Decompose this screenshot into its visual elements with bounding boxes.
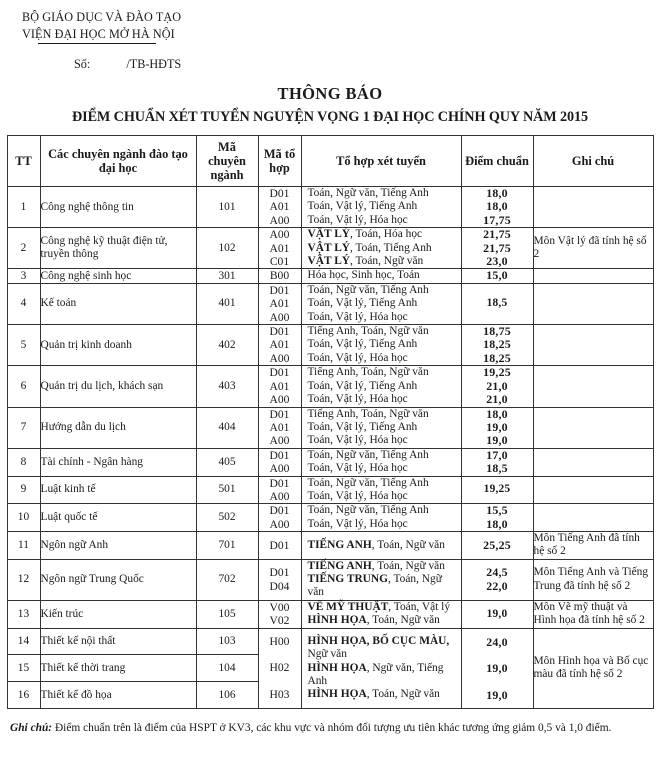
group-code-entry: H00 [269,634,290,648]
combination-entry: Toán, Ngữ văn, Tiếng Anh [307,283,429,296]
cell-group-code [258,187,301,228]
table-row [7,228,653,269]
table-row [7,187,653,228]
group-code-entry: D01 [269,366,290,380]
score-entry: 21,75 [483,240,511,255]
cell-note: Môn Vật lý đã tính hệ số 2 [533,228,653,269]
cell-program-name: Luật kinh tế [40,476,196,504]
score-entry: 19,0 [486,419,508,434]
table-row [7,628,653,655]
score-entry: 18,25 [483,350,511,365]
cell-combination [301,228,461,269]
cell-score [461,407,533,448]
group-code-entry: D01 [269,448,290,462]
cell-tt: 2 [7,228,40,269]
score-entry: 18,0 [486,199,508,214]
group-code-entry: A01 [269,338,290,352]
table-row [7,269,653,283]
table-header [7,136,653,187]
cell-group-code [258,448,301,476]
score-entry: 21,0 [486,392,508,407]
group-code-entry: A00 [269,310,290,324]
cell-combination [301,532,461,559]
cell-group-code [258,283,301,324]
group-code-entry: A00 [269,228,290,242]
score-entry: 22,0 [486,578,508,593]
cell-group-code [258,269,301,283]
combination-entry: Toán, Vật lý, Tiếng Anh [307,420,418,433]
col-header-combination: Tổ hợp xét tuyển [301,136,461,187]
combination-entry: Toán, Vật lý, Hóa học [307,351,408,364]
score-entry: 19,0 [486,661,508,676]
cell-note [533,407,653,448]
combination-entry: TIẾNG ANH, Toán, Ngữ văn [307,538,445,551]
combination-entry: TIẾNG TRUNG, Toán, Ngữ văn [307,572,442,599]
cell-group-code [258,600,301,628]
cell-group-code [258,504,301,532]
cell-score [461,228,533,269]
score-entry: 24,0 [486,634,508,649]
cell-note [533,448,653,476]
cell-major-code: 301 [196,269,258,283]
cell-group-code [258,366,301,407]
group-code-entry: C01 [269,255,290,269]
cell-program-name: Quản trị kinh doanh [40,325,196,366]
group-code-entry: A00 [269,351,290,365]
cell-group-code [258,228,301,269]
cell-note [533,269,653,283]
combination-entry: Toán, Vật lý, Tiếng Anh [307,200,418,213]
group-code-entry: A01 [269,297,290,311]
cell-group-code [258,325,301,366]
cell-tt: 4 [7,283,40,324]
score-entry: 23,0 [486,254,508,269]
cell-score [461,325,533,366]
group-code-entry: A00 [269,489,290,503]
cell-note: Môn Tiếng Anh đã tính hệ số 2 [533,532,653,559]
cell-program-name: Công nghệ kỹ thuật điện tử, truyền thông [40,228,196,269]
cell-score [461,559,533,600]
combination-entry: Hóa học, Sinh học, Toán [307,269,420,282]
cell-major-code: 501 [196,476,258,504]
combination-entry: VẬT LÝ, Toán, Tiếng Anh [307,241,432,254]
combination-entry: Toán, Ngữ văn, Tiếng Anh [307,476,429,489]
combination-entry: Toán, Vật lý, Hóa học [307,517,408,530]
cell-major-code: 702 [196,559,258,600]
group-code-entry: A00 [269,517,290,531]
group-code-entry: D04 [269,579,290,593]
cell-combination [301,187,461,228]
cell-major-code: 102 [196,228,258,269]
cell-major-code: 401 [196,283,258,324]
group-code-entry: A00 [269,393,290,407]
group-code-entry: D01 [269,325,290,339]
group-code-entry: H02 [269,661,290,675]
table-row [7,476,653,504]
cell-score [461,504,533,532]
table-row [7,600,653,628]
combination-entry: VẼ MỸ THUẬT, Toán, Vật lý [307,600,451,613]
score-entry: 18,0 [486,406,508,421]
score-entry: 18,25 [483,337,511,352]
combination-entry: Toán, Ngữ văn, Tiếng Anh [307,504,429,517]
group-code-entry: D01 [269,476,290,490]
combination-entry: HÌNH HỌA, Ngữ văn, Tiếng Anh [307,661,444,688]
cell-combination [301,283,461,324]
cell-group-code [258,532,301,559]
score-entry: 19,25 [483,365,511,380]
cell-program-name: Ngôn ngữ Trung Quốc [40,559,196,600]
combination-entry: HÌNH HỌA, Toán, Ngữ văn [307,614,440,627]
combination-entry: Toán, Vật lý, Tiếng Anh [307,297,418,310]
combination-entry: Toán, Vật lý, Hóa học [307,393,408,406]
letterhead [0,0,660,72]
group-code-entry: D01 [269,283,290,297]
cell-major-code: 502 [196,504,258,532]
document-number [74,57,660,72]
col-header-score: Điểm chuẩn [461,136,533,187]
score-entry: 19,0 [486,687,508,702]
score-entry: 19,0 [486,433,508,448]
institution-name-wrap [22,26,175,44]
col-header-name: Các chuyên ngành đào tạo đại học [40,136,196,187]
admission-score-table [7,135,654,709]
cell-program-name: Hướng dẫn du lịch [40,407,196,448]
combination-entry: Tiếng Anh, Toán, Ngữ văn [307,366,429,379]
score-entry: 18,0 [486,186,508,200]
cell-program-name: Ngôn ngữ Anh [40,532,196,559]
cell-score [461,269,533,283]
combination-entry: Tiếng Anh, Toán, Ngữ văn [307,407,429,420]
cell-tt: 3 [7,269,40,283]
cell-program-name: Kế toán [40,283,196,324]
cell-combination [301,269,461,283]
combination-entry: Toán, Vật lý, Hóa học [307,310,408,323]
ministry-name: BỘ GIÁO DỤC VÀ ĐÀO TẠO [22,10,182,24]
cell-combination [301,504,461,532]
combination-entry: HÌNH HỌA, Toán, Ngữ văn [307,688,440,701]
score-entry: 15,5 [486,503,508,518]
cell-program-name: Thiết kế đồ họa [40,682,196,709]
group-code-entry: A00 [269,462,290,476]
cell-combination [301,628,461,709]
combination-entry: Toán, Ngữ văn, Tiếng Anh [307,187,429,199]
group-code-entry: D01 [269,504,290,518]
cell-combination [301,325,461,366]
group-code-entry: D01 [269,407,290,421]
cell-program-name: Kiến trúc [40,600,196,628]
group-code-entry: A01 [269,420,290,434]
score-entry: 17,75 [483,212,511,227]
cell-major-code: 701 [196,532,258,559]
score-entry: 21,75 [483,227,511,242]
combination-entry: Toán, Vật lý, Hóa học [307,462,408,475]
cell-group-code [258,407,301,448]
combination-entry: TIẾNG ANH, Toán, Ngữ văn [307,559,445,572]
combination-entry: Toán, Vật lý, Hóa học [307,489,408,502]
table-row [7,504,653,532]
cell-score: 19,25 [461,476,533,504]
cell-program-name: Tài chính - Ngân hàng [40,448,196,476]
group-code-entry: V00 [269,600,290,614]
score-entry: 18,0 [486,516,508,531]
cell-tt: 12 [7,559,40,600]
col-header-tt: TT [7,136,40,187]
cell-group-code [258,628,301,709]
group-code-entry: D01 [269,187,290,200]
col-header-note: Ghi chú [533,136,653,187]
table-body [7,187,653,709]
cell-tt: 5 [7,325,40,366]
cell-note: Môn Hình họa và Bố cục màu đã tính hệ số 2 [533,628,653,709]
cell-tt: 14 [7,628,40,655]
combination-entry: VẬT LÝ, Toán, Ngữ văn [307,255,424,268]
cell-score [461,628,533,709]
combination-entry: VẬT LÝ, Toán, Hóa học [307,228,423,241]
cell-tt: 10 [7,504,40,532]
cell-score: 19,0 [461,600,533,628]
cell-combination [301,448,461,476]
score-entry: 21,0 [486,378,508,393]
group-code-entry: H03 [269,687,290,701]
table-row [7,559,653,600]
institution-underline [38,43,156,44]
table-row [7,325,653,366]
cell-group-code [258,559,301,600]
cell-note [533,366,653,407]
combination-entry: Toán, Vật lý, Tiếng Anh [307,379,418,392]
group-code-entry: A00 [269,434,290,448]
group-code-entry: D01 [269,538,290,552]
cell-combination [301,600,461,628]
cell-note [533,476,653,504]
cell-group-code [258,476,301,504]
table-row [7,448,653,476]
cell-combination [301,559,461,600]
institution-name: VIỆN ĐẠI HỌC MỞ HÀ NỘI [22,27,175,41]
group-code-entry: D01 [269,566,290,580]
col-header-group-code: Mã tổ hợp [258,136,301,187]
cell-major-code: 104 [196,655,258,682]
cell-combination [301,366,461,407]
cell-tt: 6 [7,366,40,407]
group-code-entry: A01 [269,200,290,214]
combination-entry: Tiếng Anh, Toán, Ngữ văn [307,325,429,338]
combination-entry: HÌNH HỌA, BỐ CỤC MÀU, Ngữ văn [307,634,450,661]
footnote-text: Điểm chuẩn trên là điểm của HSPT ở KV3, các khu vực và nhóm đối tượng ưu tiên khác tương ứng giảm 0,5 và 1,0 điểm. [54,722,612,735]
cell-major-code: 402 [196,325,258,366]
table-header-row [7,136,653,187]
table-row [7,366,653,407]
cell-tt: 16 [7,682,40,709]
cell-note: Môn Vẽ mỹ thuật và Hình họa đã tính hệ số 2 [533,600,653,628]
cell-tt: 9 [7,476,40,504]
group-code-entry: B00 [269,269,290,283]
col-header-major-code: Mã chuyên ngành [196,136,258,187]
score-entry: 18,75 [483,324,511,339]
cell-score [461,532,533,559]
score-entry: 25,25 [483,537,511,552]
cell-note [533,187,653,228]
group-code-entry: A01 [269,379,290,393]
cell-major-code: 106 [196,682,258,709]
combination-entry: Toán, Vật lý, Tiếng Anh [307,338,418,351]
cell-program-name: Công nghệ sinh học [40,269,196,283]
group-code-entry: A00 [269,213,290,227]
document-number-value: /TB-HĐTS [126,57,182,71]
cell-major-code: 403 [196,366,258,407]
cell-tt: 8 [7,448,40,476]
cell-program-name: Luật quốc tế [40,504,196,532]
page-subtitle: ĐIỂM CHUẨN XÉT TUYỂN NGUYỆN VỌNG 1 ĐẠI HỌC CHÍNH QUY NĂM 2015 [72,109,588,125]
cell-note [533,283,653,324]
cell-combination [301,407,461,448]
table-row [7,407,653,448]
score-entry: 15,0 [486,268,508,283]
document-number-label: Số: [74,57,91,71]
cell-score [461,366,533,407]
footnote [10,721,660,735]
page-title: THÔNG BÁO [277,84,383,103]
cell-tt: 1 [7,187,40,228]
footnote-label: Ghi chú: [10,722,53,735]
cell-note [533,504,653,532]
cell-note: Môn Tiếng Anh và Tiếng Trung đã tính hệ số 2 [533,559,653,600]
group-code-entry: V02 [269,614,290,628]
cell-tt: 15 [7,655,40,682]
cell-program-name: Công nghệ thông tin [40,187,196,228]
cell-tt: 13 [7,600,40,628]
combination-entry: Toán, Ngữ văn, Tiếng Anh [307,448,429,461]
cell-major-code: 105 [196,600,258,628]
cell-combination [301,476,461,504]
table-row [7,532,653,559]
cell-note [533,325,653,366]
group-code-entry: A01 [269,241,290,255]
cell-tt: 11 [7,532,40,559]
combination-entry: Toán, Vật lý, Hóa học [307,213,408,226]
cell-score [461,187,533,228]
cell-program-name: Thiết kế thời trang [40,655,196,682]
cell-major-code: 404 [196,407,258,448]
score-entry: 24,5 [486,565,508,580]
score-entry: 17,0 [486,447,508,462]
score-entry: 18,5 [486,461,508,476]
combination-entry: Toán, Vật lý, Hóa học [307,434,408,447]
cell-score: 18,5 [461,283,533,324]
cell-major-code: 405 [196,448,258,476]
table-row [7,283,653,324]
cell-program-name: Quản trị du lịch, khách sạn [40,366,196,407]
cell-tt: 7 [7,407,40,448]
cell-major-code: 101 [196,187,258,228]
cell-score [461,448,533,476]
cell-program-name: Thiết kế nội thất [40,628,196,655]
cell-major-code: 103 [196,628,258,655]
